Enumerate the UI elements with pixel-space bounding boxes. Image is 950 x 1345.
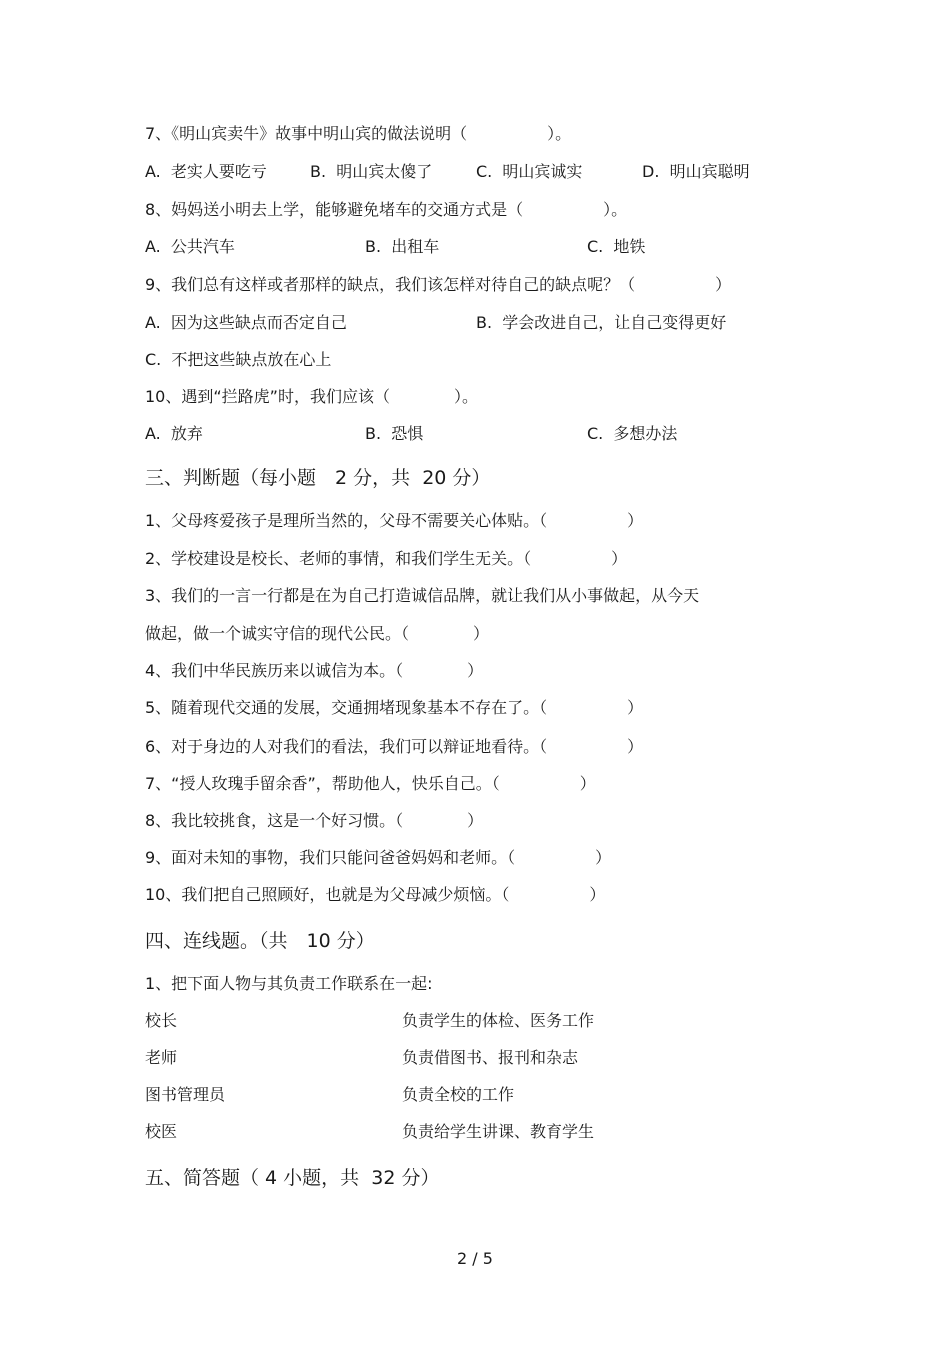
judge-item-continued: 做起，做一个诚实守信的现代公民。（ ）	[145, 624, 490, 643]
section-3-heading: 三、判断题（每小题 2 分，共 20 分）	[145, 467, 491, 489]
judge-item: 2、学校建设是校长、老师的事情，和我们学生无关。（ ）	[145, 549, 628, 568]
q7-option-a: A. 老实人要吃亏	[145, 162, 267, 181]
q9-option-b: B. 学会改进自己，让自己变得更好	[476, 313, 727, 332]
q9-option-a: A. 因为这些缺点而否定自己	[145, 313, 347, 332]
question-9-stem: 9、我们总有这样或者那样的缺点，我们该怎样对待自己的缺点呢？（ ）	[145, 275, 732, 294]
judge-item: 9、面对未知的事物，我们只能问爸爸妈妈和老师。（ ）	[145, 848, 612, 867]
judge-item: 1、父母疼爱孩子是理所当然的，父母不需要关心体贴。（ ）	[145, 511, 644, 530]
matching-right-item: 负责借图书、报刊和杂志	[402, 1048, 579, 1067]
q9-option-c: C. 不把这些缺点放在心上	[145, 350, 332, 369]
matching-prompt: 1、把下面人物与其负责工作联系在一起:	[145, 974, 433, 993]
page-number: 2 / 5	[457, 1249, 493, 1268]
question-7-stem: 7、《明山宾卖牛》故事中明山宾的做法说明（ ）。	[145, 124, 572, 143]
question-8-stem: 8、妈妈送小明去上学，能够避免堵车的交通方式是（ ）。	[145, 200, 628, 219]
matching-left-item: 图书管理员	[145, 1085, 226, 1104]
q10-option-a: A. 放弃	[145, 424, 203, 443]
judge-item: 7、“授人玫瑰手留余香”，帮助他人，快乐自己。（ ）	[145, 774, 596, 793]
judge-item: 8、我比较挑食，这是一个好习惯。（ ）	[145, 811, 484, 830]
matching-right-item: 负责学生的体检、医务工作	[402, 1011, 595, 1030]
matching-left-item: 校医	[145, 1122, 178, 1141]
matching-left-item: 校长	[145, 1011, 178, 1030]
matching-right-item: 负责全校的工作	[402, 1085, 515, 1104]
matching-left-item: 老师	[145, 1048, 178, 1067]
q7-option-b: B. 明山宾太傻了	[310, 162, 433, 181]
judge-item: 4、我们中华民族历来以诚信为本。（ ）	[145, 661, 484, 680]
section-4-heading: 四、连线题。（共 10 分）	[145, 930, 375, 952]
q8-option-c: C. 地铁	[587, 237, 646, 256]
judge-item: 10、我们把自己照顾好，也就是为父母减少烦恼。（ ）	[145, 885, 606, 904]
section-5-heading: 五、简答题（ 4 小题，共 32 分）	[145, 1167, 440, 1189]
judge-item: 5、随着现代交通的发展，交通拥堵现象基本不存在了。（ ）	[145, 698, 644, 717]
q10-option-c: C. 多想办法	[587, 424, 678, 443]
q10-option-b: B. 恐惧	[365, 424, 424, 443]
q8-option-a: A. 公共汽车	[145, 237, 235, 256]
q7-option-d: D. 明山宾聪明	[642, 162, 750, 181]
q7-option-c: C. 明山宾诚实	[476, 162, 583, 181]
judge-item: 6、对于身边的人对我们的看法，我们可以辩证地看待。（ ）	[145, 737, 644, 756]
question-10-stem: 10、遇到“拦路虎”时，我们应该（ ）。	[145, 387, 478, 406]
q8-option-b: B. 出租车	[365, 237, 440, 256]
matching-right-item: 负责给学生讲课、教育学生	[402, 1122, 595, 1141]
judge-item: 3、我们的一言一行都是在为自己打造诚信品牌，就让我们从小事做起，从今天	[145, 586, 700, 605]
